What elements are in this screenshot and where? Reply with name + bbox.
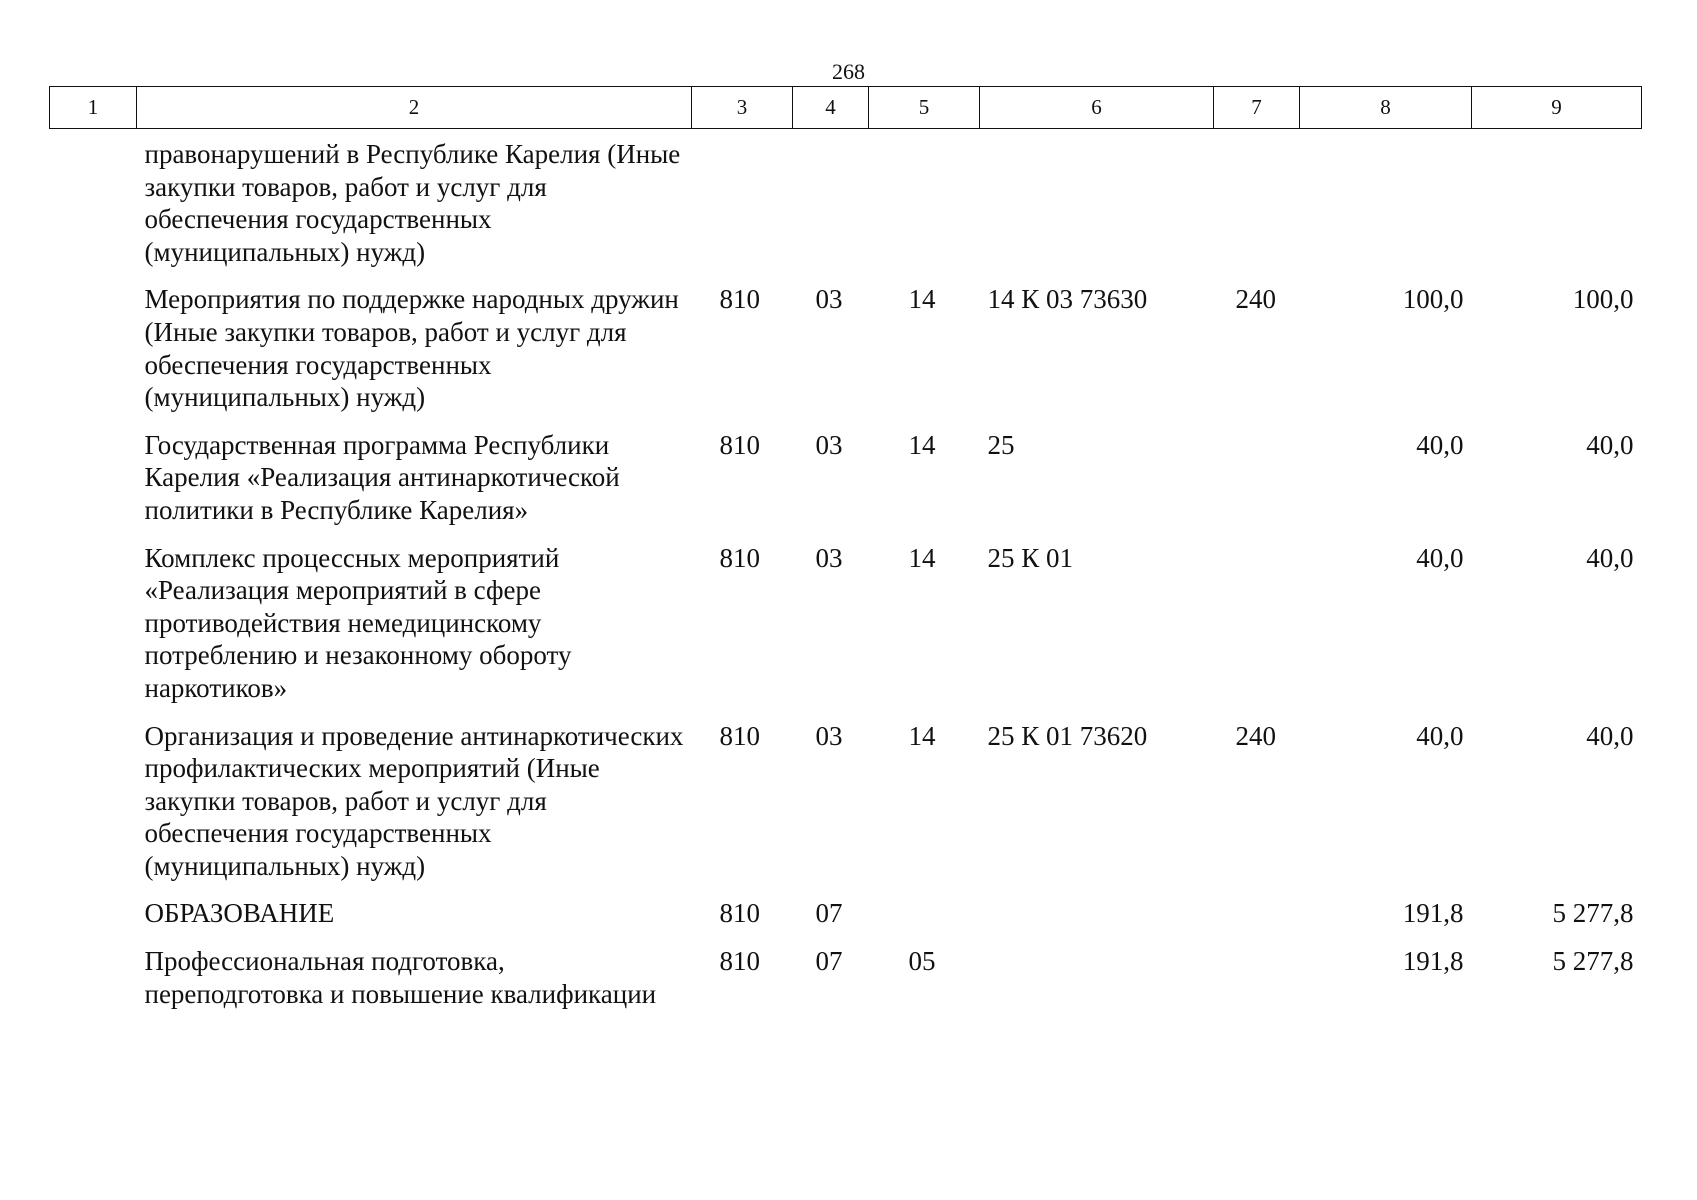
row-section-code: 03 <box>815 720 843 751</box>
row-name: Государственная программа Республики Карелия «Реализация антинаркотической политики в Республике Карелия» <box>144 429 620 525</box>
row-subsection-code <box>869 129 980 284</box>
row-subsection-code: 14 <box>908 542 936 573</box>
row-subsection-code: 05 <box>908 946 936 977</box>
row-name: Профессиональная подготовка, переподготовка и повышение квалификации <box>144 946 657 1009</box>
row-section-code: 07 <box>815 898 843 929</box>
row-amount-1 <box>1300 129 1472 284</box>
row-name: правонарушений в Республике Карелия (Иные закупки товаров, работ и услуг для обеспечения государственных (муниципальных) нужд) <box>144 139 681 267</box>
row-amount-1: 191,8 <box>1402 898 1464 929</box>
column-number: 4 <box>793 87 869 129</box>
row-amount-1: 40,0 <box>1416 720 1464 751</box>
row-ministry-code: 810 <box>719 720 760 751</box>
table-row <box>50 720 1642 898</box>
row-expense-type <box>1214 129 1300 284</box>
page-number: 268 <box>832 59 865 84</box>
row-target-article <box>980 129 1214 284</box>
table-header <box>50 87 1642 129</box>
row-section-code: 07 <box>815 946 843 977</box>
budget-table <box>49 86 1642 1025</box>
row-target-article: 25 К 01 73620 <box>987 720 1148 751</box>
row-name: ОБРАЗОВАНИЕ <box>144 898 335 929</box>
row-spacer <box>50 897 137 945</box>
table-row <box>50 129 1642 284</box>
table-row <box>50 897 1642 945</box>
row-amount-2: 5 277,8 <box>1552 946 1634 977</box>
row-expense-type <box>1214 429 1300 542</box>
row-amount-1: 191,8 <box>1402 946 1464 977</box>
row-target-article: 14 К 03 73630 <box>987 284 1148 315</box>
row-expense-type <box>1214 945 1300 1025</box>
column-number: 8 <box>1300 87 1472 129</box>
row-expense-type: 240 <box>1235 284 1276 315</box>
row-subsection-code <box>869 897 980 945</box>
row-section-code: 03 <box>815 429 843 460</box>
table-row <box>50 945 1642 1025</box>
row-amount-1: 40,0 <box>1416 429 1464 460</box>
row-amount-2: 5 277,8 <box>1552 898 1634 929</box>
row-target-article <box>980 945 1214 1025</box>
column-number: 5 <box>869 87 980 129</box>
column-number: 3 <box>692 87 793 129</box>
row-spacer <box>50 129 137 284</box>
row-ministry-code <box>692 129 793 284</box>
column-number: 7 <box>1214 87 1300 129</box>
row-name: Комплекс процессных мероприятий «Реализация мероприятий в сфере противодействия немедицинскому потреблению и незаконному обороту наркотиков» <box>144 542 572 703</box>
row-ministry-code: 810 <box>719 946 760 977</box>
row-amount-2: 40,0 <box>1586 720 1634 751</box>
table-row <box>50 542 1642 720</box>
row-subsection-code: 14 <box>908 429 936 460</box>
row-spacer <box>50 429 137 542</box>
row-subsection-code: 14 <box>908 284 936 315</box>
row-ministry-code: 810 <box>719 284 760 315</box>
row-ministry-code: 810 <box>719 542 760 573</box>
row-section-code: 03 <box>815 542 843 573</box>
row-section-code: 03 <box>815 284 843 315</box>
table-row <box>50 429 1642 542</box>
row-amount-2 <box>1472 129 1642 284</box>
row-name: Мероприятия по поддержке народных дружин (Иные закупки товаров, работ и услуг для обеспечения государственных (муниципальных) нужд) <box>144 284 679 413</box>
row-expense-type <box>1214 542 1300 720</box>
row-amount-1: 100,0 <box>1402 284 1464 315</box>
column-number: 9 <box>1472 87 1642 129</box>
row-spacer <box>50 945 137 1025</box>
row-amount-2: 100,0 <box>1572 284 1634 315</box>
row-expense-type: 240 <box>1235 720 1276 751</box>
row-subsection-code: 14 <box>908 720 936 751</box>
row-expense-type <box>1214 897 1300 945</box>
row-name: Организация и проведение антинаркотических профилактических мероприятий (Иные закупки товаров, работ и услуг для обеспечения государственных (муниципальных) нужд) <box>144 720 684 881</box>
row-ministry-code: 810 <box>719 898 760 929</box>
row-amount-1: 40,0 <box>1416 542 1464 573</box>
column-number: 2 <box>137 87 692 129</box>
table-row <box>50 283 1642 428</box>
row-section-code <box>793 129 869 284</box>
row-target-article <box>980 897 1214 945</box>
row-ministry-code: 810 <box>719 429 760 460</box>
table-body <box>50 129 1642 1026</box>
row-amount-2: 40,0 <box>1586 429 1634 460</box>
row-spacer <box>50 283 137 428</box>
column-number-row <box>50 87 1642 129</box>
column-number: 1 <box>50 87 137 129</box>
row-amount-2: 40,0 <box>1586 542 1634 573</box>
row-target-article: 25 К 01 <box>987 542 1074 573</box>
row-spacer <box>50 542 137 720</box>
row-target-article: 25 <box>987 429 1015 460</box>
column-number: 6 <box>980 87 1214 129</box>
row-spacer <box>50 720 137 898</box>
